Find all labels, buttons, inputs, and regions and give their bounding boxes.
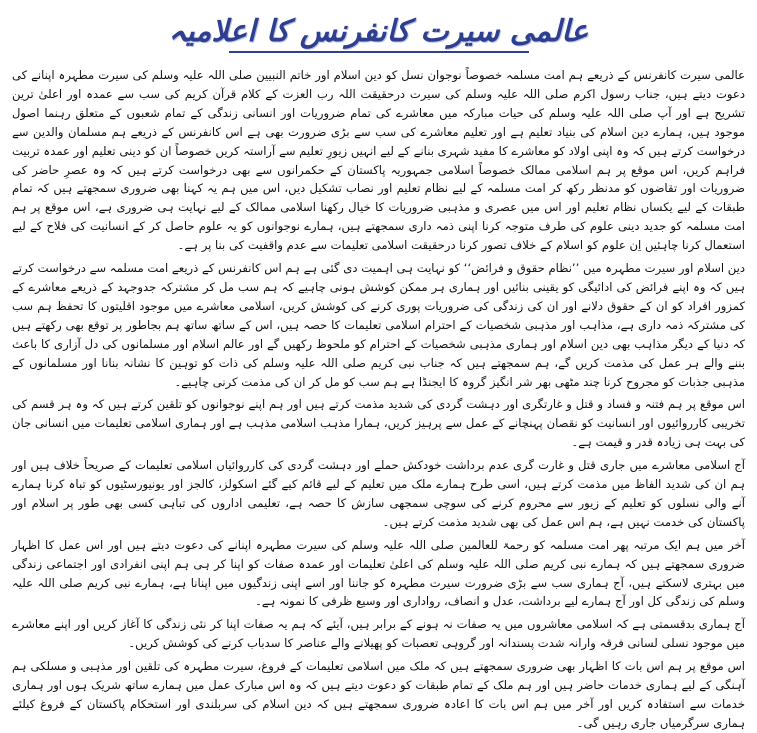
- paragraph: آج ہماری بدقسمتی ہے کہ اسلامی معاشروں میں یہ صفات نہ ہونے کے برابر ہیں، آیئے کہ ہم یہ صفات اپنا کر نئی زندگی کا آغاز کریں اور اپنے معاشرے میں موجود نسلی لسانی فرقہ وارانہ شدت پسندانہ اور گروہی تعصبات کو پھیلانے والے عناصر کا سدباب کرنے کی کوشش کریں۔: [12, 617, 745, 651]
- title-underline: [229, 51, 529, 53]
- paragraph: اس موقع پر ہم فتنہ و فساد و قتل و غارتگری اور دہشت گردی کی شدید مذمت کرتے ہیں اور ہم اپنے نوجوانوں کو تلقین کرتے ہیں کہ وہ ہر قسم کی تخریبی کارروائیوں اور انسانیت کو نقصان پہنچانے کے عمل سے پرہیز کریں، ہمارا مذہب اسلامی مذہب ہے اور ہماری اسلامی تعلیمات میں انسانی جان کی بہت ہی زیادہ قدر و قیمت ہے۔: [12, 397, 745, 450]
- paragraph: آج اسلامی معاشرے میں جاری قتل و غارت گری عدم برداشت خودکش حملے اور دہشت گردی کی کارروائیاں اسلامی تعلیمات کے صریحاً خلاف ہیں اور ہم ان کی شدید الفاظ میں مذمت کرتے ہیں، اسی طرح ہمارے ملک میں تعلیم کے لیے قائم کیے گئے اسکولز، کالجز اور یونیورسٹیوں کو تباہ کرنا ہمارے آنے والی نسلوں کو تعلیم کے زیور سے محروم کرنے کی سوچی سمجھی سازش کا حصہ ہے، تعلیمی اداروں کی تباہی کسی بھی طور پر اسلام اور پاکستان کی خدمت نہیں ہے، ہم اس عمل کی بھی شدید مذمت کرتے ہیں۔: [12, 458, 745, 529]
- paragraph: دین اسلام اور سیرت مطہرہ میں ’’نظام حقوق و فرائض‘‘ کو نہایت ہی اہمیت دی گئی ہے ہم اس کانفرنس کے ذریعے امت مسلمہ سے درخواست کرتے ہیں کہ وہ اپنے فرائض کی ادائیگی کو یقینی بنائیں اور ہماری ہر ممکن کوشش ہونی چاہیے کہ ہم سب مل کر مشترکہ جدوجہد کے ذریعے معاشرے کے کمزور افراد کو ان کے حقوق دلانے اور ان کی زندگی کی ضروریات پوری کرنے کی کوشش کریں، اسلامی معاشرے میں موجود اقلیتوں کا تحفظ ہم سب کی مشترکہ ذمہ داری ہے، مذاہب اور مذہبی شخصیات کے احترام اسلامی تعلیمات کا حصہ ہیں، اس کے ساتھ ساتھ ہم بجاطور پر توقع بھی رکھتے ہیں کہ دنیا کے دیگر مذاہب بھی دین اسلام اور ہماری مذہبی شخصیات کے احترام کو ملحوظ رکھیں گے اور عالم اسلام اور مسلمانوں کی دل آزاری کا باعث بننے والے ہر عمل کی مذمت کریں گے، ہم سمجھتے ہیں کہ جناب نبی کریم صلی اللہ علیہ وسلم کی ذات کو توہین کا نشانہ بنانا اور مسلمانوں کے مذہبی جذبات کو مجروح کرنا چند مٹھی بھر شر انگیز گروہ کا ایجنڈا ہے ہم سب کو مل کر ان کی مذمت کرنی چاہیے۔: [12, 261, 745, 389]
- title-block: [12, 6, 745, 66]
- paragraph: عالمی سیرت کانفرنس کے ذریعے ہم امت مسلمہ خصوصاً نوجوان نسل کو دین اسلام اور خاتم النبیین صلی اللہ علیہ وسلم کی سیرت مطہرہ اپنانے کی دعوت دیتے ہیں، جناب رسول اکرم صلی اللہ علیہ وسلم کی سیرت درحقیقت اللہ رب العزت کے کلام قرآن کریم کی سب سے عمدہ اور اعلیٰ ترین تشریح ہے اور آپ صلی اللہ علیہ وسلم کی حیات مبارکہ میں معاشرے کی تمام ضروریات اور انسانی زندگی کے تمام شعبوں کے متعلق رہنما اصول موجود ہیں، ہمارے دین اسلام کی بنیاد تعلیم ہے اور تعلیم معاشرے کی سب سے بڑی ضرورت بھی ہے اس کانفرنس کے ذریعے ہم مسلمان والدین سے درخواست کرتے ہیں کہ وہ اپنی اولاد کو معاشرے کا مفید شہری بنانے کے لیے انہیں زیورِ تعلیم سے آراستہ کریں خصوصاً ان کو دینی تعلیم اور عمدہ تربیت فراہم کریں، اس موقع پر ہم اسلامی ممالک خصوصاً اسلامی جمہوریہ پاکستان کے حکمرانوں سے بھی درخواست کرتے ہیں کہ وہ عصرِ حاضر کی ضروریات اور تقاضوں کو مدنظر رکھ کر امت مسلمہ کے لیے نظام تعلیم اور نصاب تشکیل دیں، اس میں ہم یہ کہنا بھی ضروری سمجھتے ہیں کہ تمام طبقات کے لیے یکساں نظام تعلیم اور اس میں عصری و مذہبی ضروریات کا خیال رکھنا اسلامی ممالک کے لیے نہایت ہی ضروری ہے، اس موقع پر ہم امت مسلمہ کو جدید دینی علوم کی طرف متوجہ کرنا اپنی ذمہ داری سمجھتے ہیں، ہمارے نوجوانوں کو یہ علوم حاصل کر کے انسانیت کی فلاح کے لیے استعمال کرنا چاہئیں اِن علوم کو اسلام کے خلاف تصور کرنا درحقیقت اسلامی تعلیمات سے عدم واقفیت کی بنا پر ہے۔: [12, 68, 745, 253]
- document-body: [12, 66, 745, 733]
- paragraph: آخر میں ہم ایک مرتبہ پھر امت مسلمہ کو رحمۃ للعالمین صلی اللہ علیہ وسلم کی سیرت مطہرہ اپنانے کی دعوت دیتے ہیں اور اس عمل کا اظہار ضروری سمجھتے ہیں کہ ہمارے نبی کریم صلی اللہ علیہ وسلم کی اعلیٰ تعلیمات اور عمدہ صفات کو اپنا کر ہی ہم اپنی انفرادی اور اجتماعی زندگی میں بہتری لاسکتے ہیں، آج ہماری سب سے بڑی ضرورت سیرت مطہرہ کو جاننا اور اسے اپنی زندگیوں میں اپنانا ہے، ہمارے نبی کریم صلی اللہ علیہ وسلم کی زندگی کل اور آج ہمارے لیے برداشت، عدل و انصاف، رواداری اور وسیع ظرفی کا نمونہ ہے۔: [12, 537, 745, 609]
- document-title: عالمی سیرت کانفرنس کا اعلامیہ: [168, 14, 589, 49]
- paragraph: اس موقع پر ہم اس بات کا اظہار بھی ضروری سمجھتے ہیں کہ ملک میں اسلامی تعلیمات کے فروغ، سیرت مطہرہ کی تلقین اور مذہبی و مسلکی ہم آہنگی کے لیے ہماری خدمات حاضر ہیں اور ہم ملک کے تمام طبقات کو دعوت دیتے ہیں کہ وہ اس مبارک عمل میں ہمارے ساتھ شریک ہوں اور ہماری خدمات سے استفادہ کریں اور آخر میں ہم اس بات کا اعادہ ضروری سمجھتے ہیں کہ دین اسلام کی سربلندی اور استحکام پاکستان کے فروغ کیلئے ہماری سرگرمیاں جاری رہیں گی۔: [12, 659, 745, 730]
